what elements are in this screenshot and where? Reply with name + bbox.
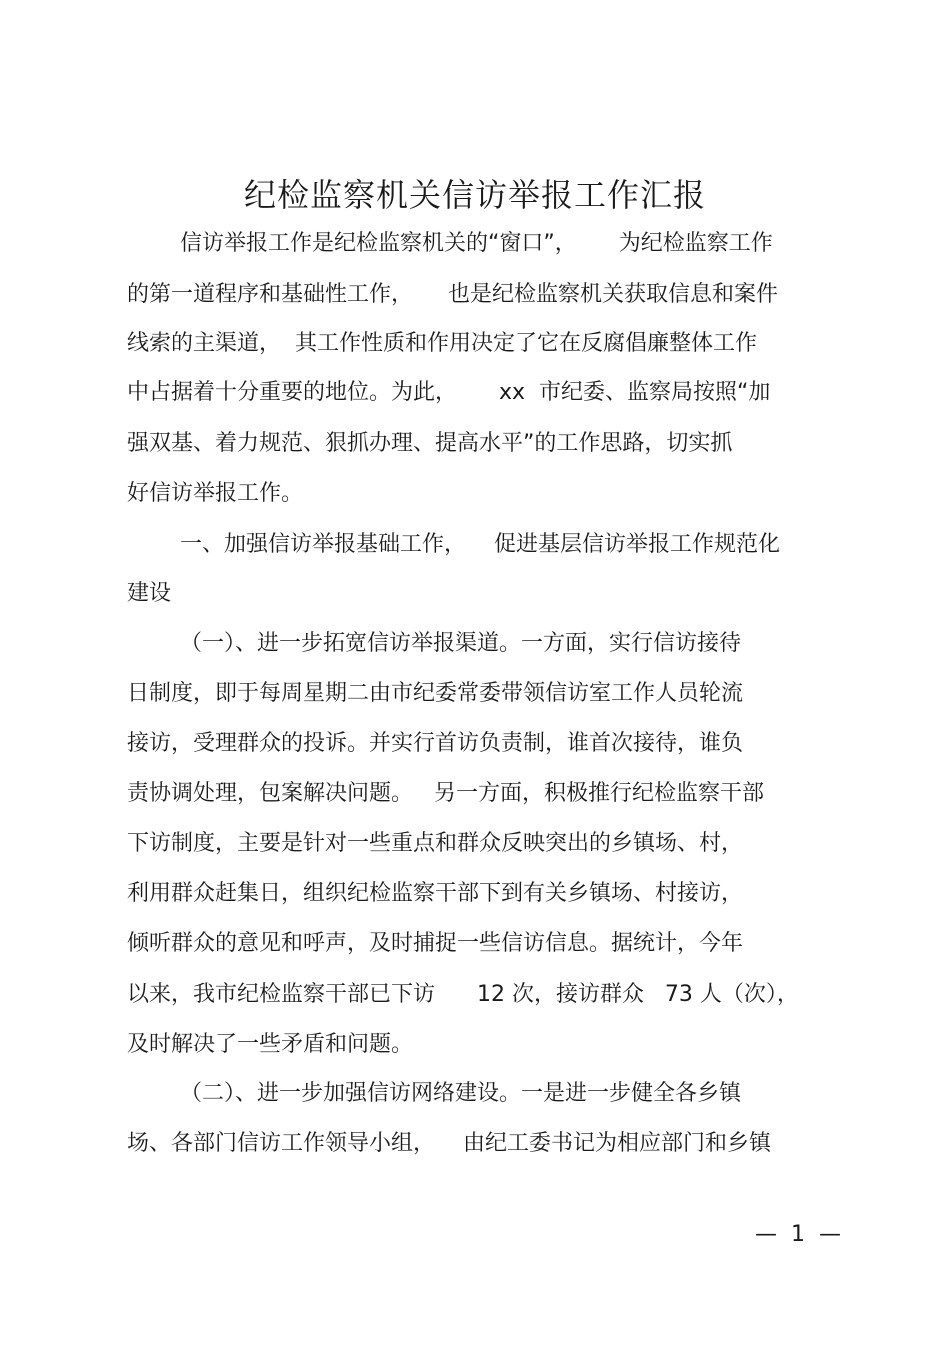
text-line-19: 场、各部门信访工作领导小组， 由纪工委书记为相应部门和乡镇 [127, 1131, 771, 1156]
text-line-13: 下访制度，主要是针对一些重点和群众反映突出的乡镇场、村， [127, 831, 744, 856]
text-line-12: 责协调处理，包案解决问题。 另一方面，积极推行纪检监察干部 [127, 781, 764, 806]
text-line-15: 倾听群众的意见和呼声，及时捕捉一些信访信息。据统计，今年 [127, 931, 744, 956]
text-line-14: 利用群众赶集日，组织纪检监察干部下到有关乡镇场、村接访， [127, 881, 744, 906]
text-line-5: 强双基、着力规范、狠抓办理、提高水平”的工作思路，切实抓 [127, 431, 733, 456]
document-title: 纪检监察机关信访举报工作汇报 [243, 176, 706, 214]
text-line-1: 信访举报工作是纪检监察机关的“窗口”， 为纪检监察工作 [180, 231, 773, 256]
text-line-11: 接访，受理群众的投诉。并实行首访负责制，谁首次接待，谁负 [127, 731, 744, 756]
text-line-4: 中占据着十分重要的地位。为此， xx 市纪委、监察局按照“加 [127, 380, 771, 405]
text-line-16: 以来，我市纪检监察干部已下访 12 次，接访群众 73 人（次）， [127, 982, 799, 1007]
subsection-heading-2: （二）、进一步加强信访网络建设。一是进一步健全各乡镇 [180, 1081, 742, 1106]
section-heading-1: 一、加强信访举报基础工作， 促进基层信访举报工作规范化 [180, 532, 780, 557]
text-line-8: 建设 [127, 581, 172, 606]
text-line-6: 好信访举报工作。 [127, 481, 304, 506]
text-line-10: 日制度，即于每周星期二由市纪委常委带领信访室工作人员轮流 [127, 681, 744, 706]
text-line-3: 线索的主渠道， 其工作性质和作用决定了它在反腐倡廉整体工作 [127, 331, 757, 356]
text-line-2: 的第一道程序和基础性工作， 也是纪检监察机关获取信息和案件 [127, 282, 778, 307]
subsection-heading-1: （一）、进一步拓宽信访举报渠道。一方面，实行信访接待 [180, 631, 742, 656]
text-line-17: 及时解决了一些矛盾和问题。 [127, 1032, 414, 1057]
page-number: — 1 — [755, 1222, 841, 1247]
